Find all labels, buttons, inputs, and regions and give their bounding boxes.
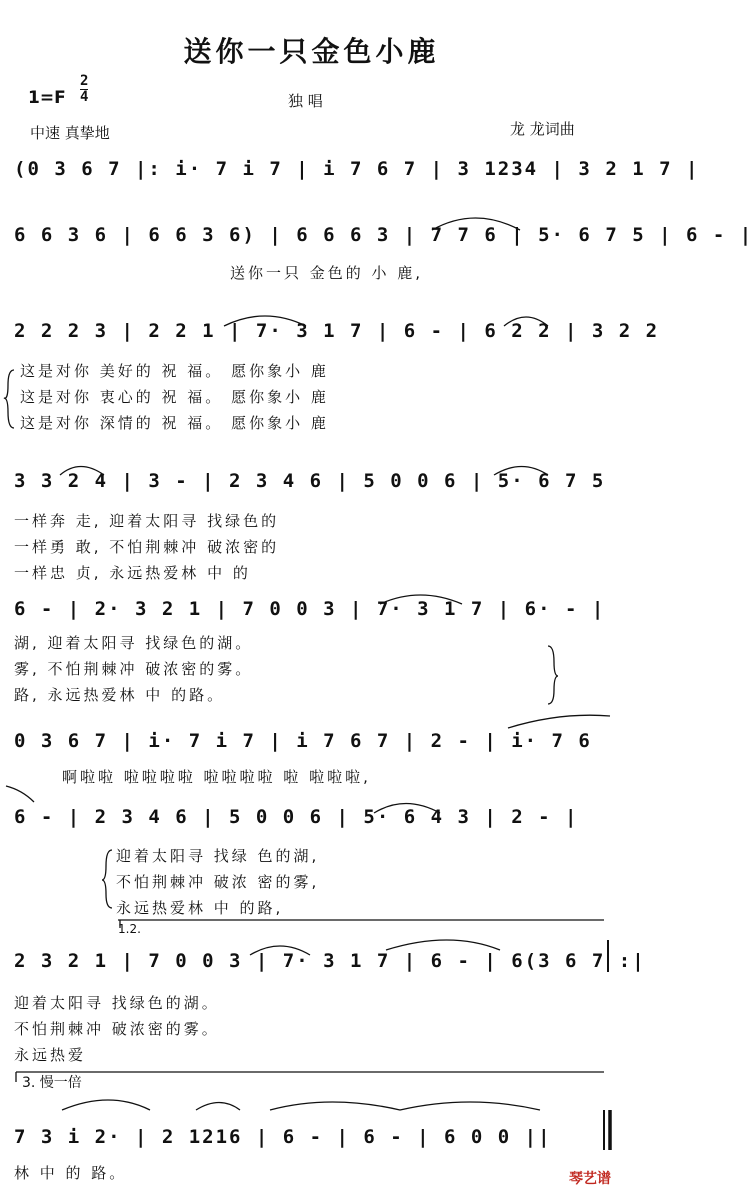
staff-6-lyric-1: 啊啦啦 啦啦啦啦 啦啦啦啦 啦 啦啦啦,: [62, 768, 371, 786]
volta-1-2: 1.2.: [118, 922, 141, 936]
volta-3: 3. 慢一倍: [22, 1075, 82, 1091]
staff-5-notes: 6 - | 2· 3 2 1 | 7 0 0 3 | 7· 3 1 7 | 6· - |: [14, 598, 606, 620]
staff-3-lyric-2: 这是对你 衷心的 祝 福。 愿你象小 鹿: [20, 388, 329, 406]
credit-label: 龙 龙词曲: [510, 120, 575, 138]
staff-3-notes: 2 2 2 3 | 2 2 1 | 7· 3 1 7 | 6 - | 6 2 2 | 3 2 2: [14, 320, 660, 342]
staff-8-lyric-2: 不怕荆棘冲 破浓密的雾。: [14, 1020, 220, 1038]
staff-7-notes: 6 - | 2 3 4 6 | 5 0 0 6 | 5· 6 4 3 | 2 - |: [14, 806, 579, 828]
staff-4-notes: 3 3 2 4 | 3 - | 2 3 4 6 | 5 0 0 6 | 5· 6 7 5: [14, 470, 606, 492]
staff-3-lyric-1: 这是对你 美好的 祝 福。 愿你象小 鹿: [20, 362, 329, 380]
staff-5-lyric-3: 路, 永远热爱林 中 的路。: [14, 686, 226, 704]
performance-label: 独 唱: [288, 92, 323, 110]
staff-9-notes: 7 3 i 2· | 2 1216 | 6 - | 6 - | 6 0 0 ||: [14, 1126, 552, 1148]
staff-4-lyric-1: 一样奔 走, 迎着太阳寻 找绿色的: [14, 512, 280, 530]
site-logo: 琴艺谱: [569, 1171, 611, 1187]
staff-8-lyric-3: 永远热爱: [14, 1046, 87, 1064]
staff-1-notes: (0 3 6 7 |: i· 7 i 7 | i 7 6 7 | 3 1234 | 3 2 1 7 |: [14, 158, 700, 180]
key-signature: 1=F: [28, 88, 66, 108]
tempo-label: 中速 真挚地: [30, 124, 110, 142]
staff-6-notes: 0 3 6 7 | i· 7 i 7 | i 7 6 7 | 2 - | i· 7 6: [14, 730, 592, 752]
staff-3-lyric-3: 这是对你 深情的 祝 福。 愿你象小 鹿: [20, 414, 329, 432]
staff-4-lyric-3: 一样忠 贞, 永远热爱林 中 的: [14, 564, 251, 582]
staff-7-lyric-2: 不怕荆棘冲 破浓 密的雾,: [116, 873, 320, 891]
staff-5-lyric-2: 雾, 不怕荆棘冲 破浓密的雾。: [14, 660, 254, 678]
staff-7-lyric-1: 迎着太阳寻 找绿 色的湖,: [116, 847, 320, 865]
page-title: 送你一只金色小鹿: [183, 35, 440, 68]
staff-2-lyric-1: 送你一只 金色的 小 鹿,: [230, 264, 424, 282]
staff-2-notes: 6 6 3 6 | 6 6 3 6) | 6 6 6 3 | 7 7 6 | 5· 6 7 5 | 6 - |: [14, 224, 753, 246]
staff-8-lyric-1: 迎着太阳寻 找绿色的湖。: [14, 994, 220, 1012]
staff-8-notes: 2 3 2 1 | 7 0 0 3 | 7· 3 1 7 | 6 - | 6(3 6 7 :|: [14, 950, 646, 972]
time-signature: $\frac{2}{4}$: [80, 73, 89, 105]
staff-9-lyric-1: 林 中 的 路。: [14, 1164, 128, 1182]
staff-4-lyric-2: 一样勇 敢, 不怕荆棘冲 破浓密的: [14, 538, 280, 556]
staff-7-lyric-3: 永远热爱林 中 的路,: [116, 899, 284, 917]
staff-5-lyric-1: 湖, 迎着太阳寻 找绿色的湖。: [14, 634, 254, 652]
